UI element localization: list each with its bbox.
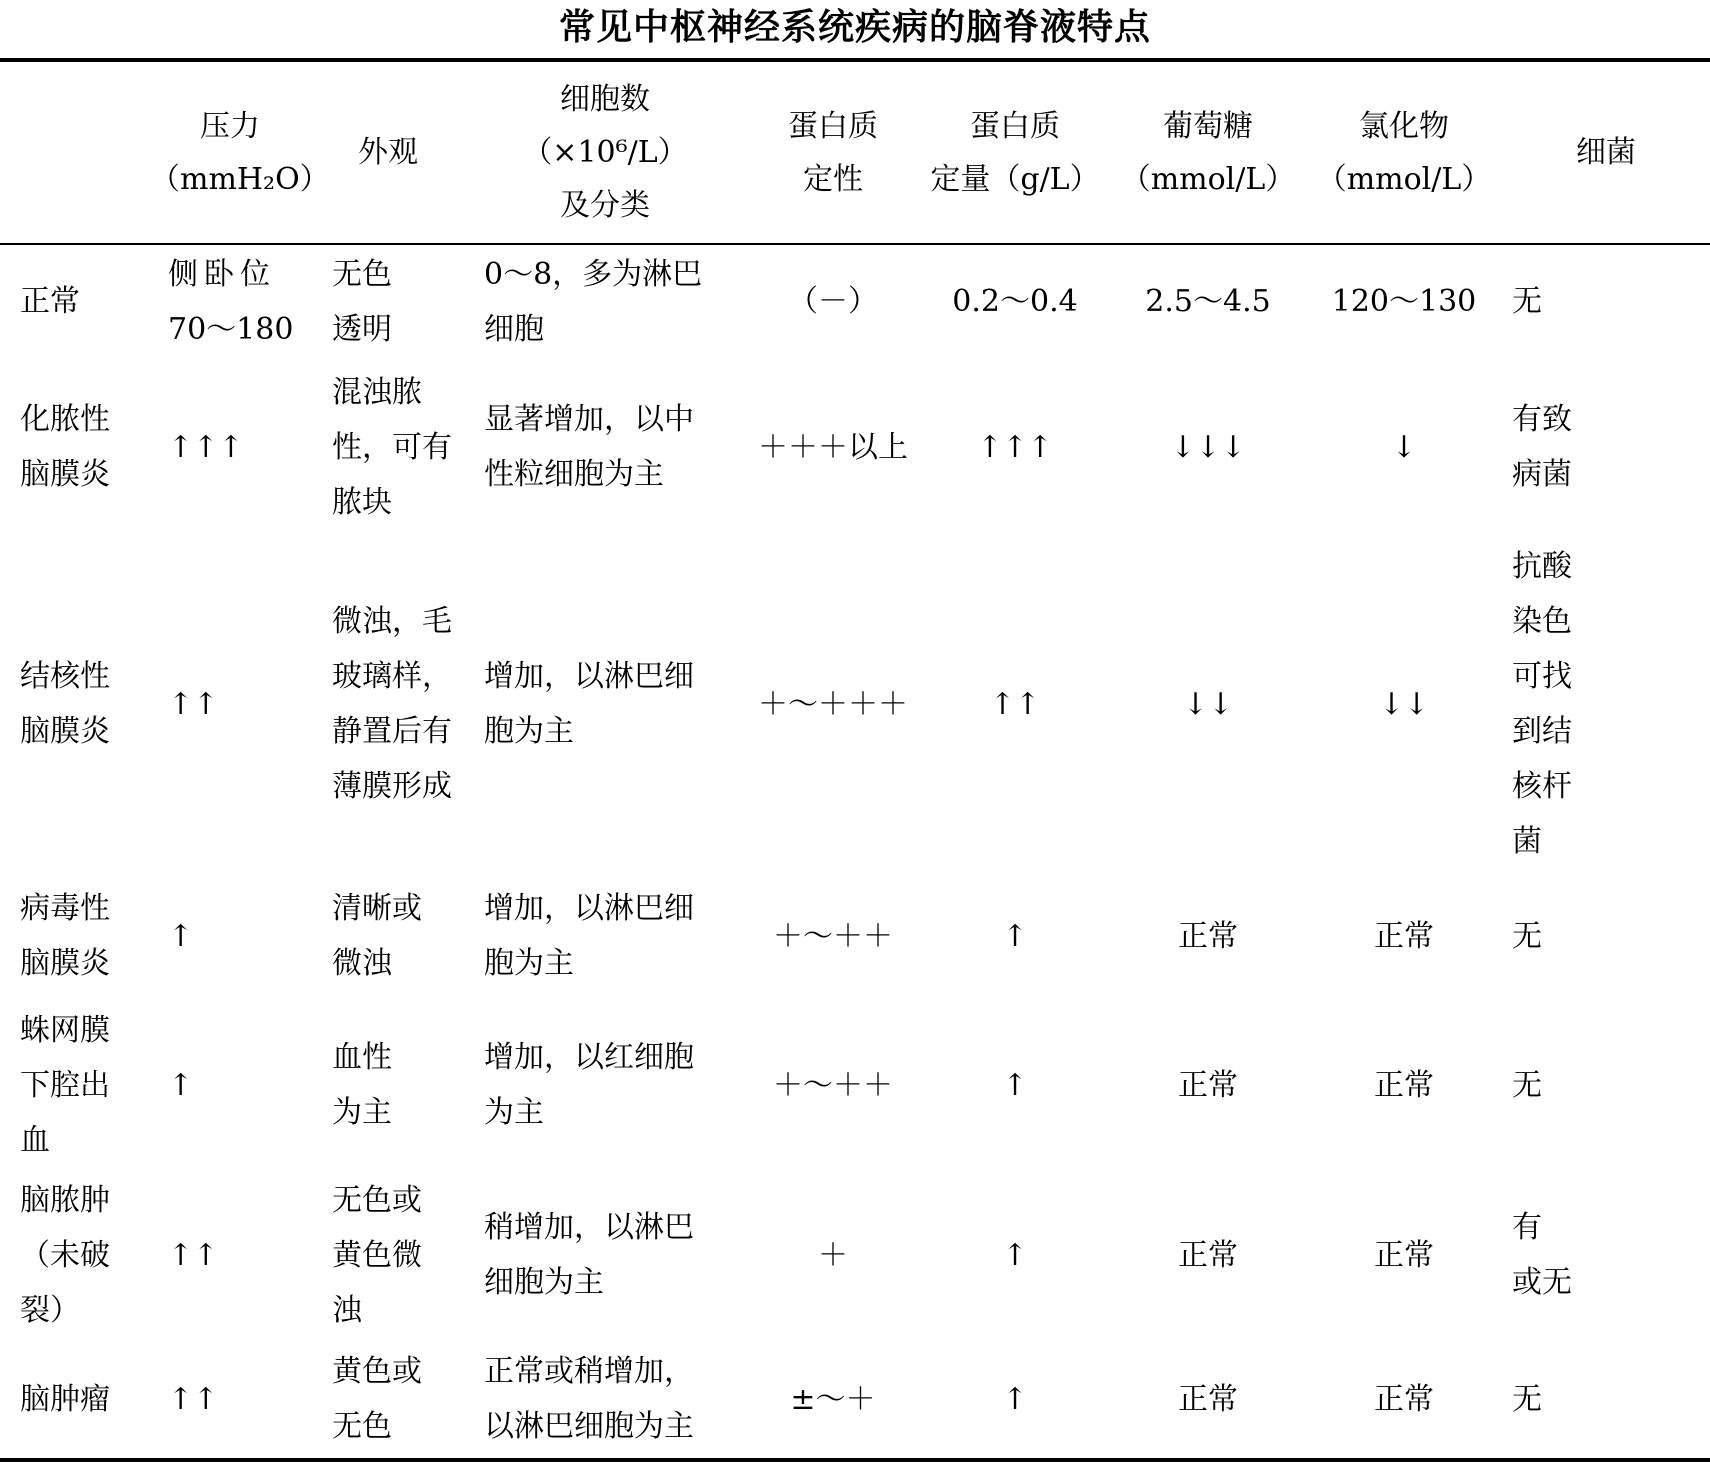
cell-protein-qual: ＋～＋＋ <box>773 918 893 954</box>
cell-text: 黄色微 <box>332 1237 422 1273</box>
cell-protein-quant: ↑ <box>1002 1067 1028 1103</box>
cell-disease <box>0 872 148 1000</box>
cell-chloride: 120～130 <box>1331 284 1477 319</box>
cell-protein-qual: （－） <box>788 284 878 319</box>
cell-text: 微浊，毛 <box>332 604 452 639</box>
cell-text: 显著增加，以中 <box>484 402 694 437</box>
cell-text: 静置后有 <box>332 714 452 749</box>
cell-text: 菌 <box>1512 824 1542 859</box>
cell-text: 病菌 <box>1512 457 1572 492</box>
cell-text: 抗酸 <box>1512 549 1572 584</box>
header-cells-line-2: （×10⁶/L） <box>522 135 688 170</box>
cell-protein-qual: ＋～＋＋＋ <box>758 686 908 722</box>
cell-text: 增加，以淋巴细 <box>484 891 694 926</box>
cell-glucose: 正常 <box>1110 1340 1306 1460</box>
cell-cells <box>464 1340 746 1460</box>
cell-text: 为主 <box>484 1095 544 1130</box>
header-chloride-line-2: （mmol/L） <box>1316 161 1492 197</box>
cell-text: 微浊 <box>332 946 392 981</box>
cell-text: 血 <box>20 1122 50 1158</box>
cell-text: 血性 <box>332 1040 392 1075</box>
cell-text: 正常或稍增加， <box>484 1354 694 1389</box>
cell-glucose: 正常 <box>1178 1067 1238 1103</box>
cell-text: ↑ <box>168 918 194 954</box>
cell-text: 无 <box>1512 1067 1542 1103</box>
cell-bacteria <box>1502 1000 1710 1170</box>
header-cells-line-3: 及分类 <box>560 188 650 223</box>
cell-text: 0～8，多为淋巴 <box>484 256 703 292</box>
cell-pressure <box>148 1340 312 1460</box>
table-body <box>0 244 1710 1460</box>
cell-text: 细胞为主 <box>484 1265 604 1300</box>
cell-text: 或无 <box>1512 1265 1572 1300</box>
cell-chloride: 正常 <box>1374 1237 1434 1273</box>
cell-disease <box>0 244 148 358</box>
header-glucose-line-1: 葡萄糖 <box>1163 108 1253 144</box>
header-protein-qual-line-2: 定性 <box>803 161 863 197</box>
cell-text: 无 <box>1512 284 1542 319</box>
cell-cells <box>464 358 746 536</box>
header-protein-quantitative <box>920 60 1110 244</box>
cell-pressure <box>148 872 312 1000</box>
cell-text: 染色 <box>1512 604 1572 639</box>
header-chloride <box>1306 60 1502 244</box>
header-appearance <box>312 60 464 244</box>
cell-protein-quant: 0.2～0.4 <box>952 284 1078 319</box>
cell-text: 脑膜炎 <box>20 714 110 749</box>
cell-text: 性，可有 <box>332 429 452 465</box>
cell-text: 胞为主 <box>484 714 574 749</box>
cell-text: 胞为主 <box>484 946 574 981</box>
cell-text: 脑膜炎 <box>20 457 110 492</box>
header-bacteria <box>1502 60 1710 244</box>
cell-cells <box>464 244 746 358</box>
cell-text: 侧卧位 <box>168 256 276 292</box>
table-row <box>0 1340 1710 1460</box>
header-pressure-line-1: 压力 <box>200 108 260 144</box>
cell-pressure <box>148 358 312 536</box>
header-pressure-line-2: （mmH₂O） <box>150 161 330 197</box>
cell-text: 有 <box>1512 1210 1542 1245</box>
cell-text: ↑↑ <box>168 686 219 722</box>
cell-text: 可找 <box>1512 659 1572 694</box>
cell-chloride: 正常 <box>1306 1340 1502 1460</box>
cell-appearance <box>312 358 464 536</box>
header-protein-quant-line-1: 蛋白质 <box>970 108 1060 144</box>
header-cells <box>464 60 746 244</box>
cell-glucose: ↓↓ <box>1182 686 1234 722</box>
cell-bacteria <box>1502 1340 1710 1460</box>
cell-chloride: ↓↓ <box>1378 686 1430 722</box>
header-protein-qual-line-1: 蛋白质 <box>788 108 878 144</box>
cell-bacteria <box>1502 1170 1710 1340</box>
cell-bacteria <box>1502 358 1710 536</box>
cell-text: 脑膜炎 <box>20 946 110 981</box>
cell-protein-qual: ±～＋ <box>746 1340 920 1460</box>
header-chloride-line-1: 氯化物 <box>1359 108 1449 144</box>
header-protein-quant-line-2: 定量（g/L） <box>930 161 1100 197</box>
header-glucose-line-2: （mmol/L） <box>1120 161 1296 197</box>
cell-glucose: 正常 <box>1178 1237 1238 1273</box>
cell-text: 无色或 <box>332 1182 422 1218</box>
cell-appearance <box>312 1170 464 1340</box>
cell-bacteria <box>1502 536 1710 872</box>
cell-text: 增加，以红细胞 <box>484 1040 694 1075</box>
cell-text: 无 <box>1512 918 1542 954</box>
table-row <box>0 872 1710 1000</box>
cell-disease <box>0 1340 148 1460</box>
cell-appearance <box>312 244 464 358</box>
cell-text: 稍增加，以淋巴 <box>484 1210 694 1245</box>
cell-text: 透明 <box>332 311 392 347</box>
header-row <box>0 60 1710 244</box>
header-appearance-line-1: 外观 <box>358 135 418 170</box>
cell-text: 化脓性 <box>20 402 110 437</box>
table-title: 常见中枢神经系统疾病的脑脊液特点 <box>558 7 1151 48</box>
cell-text: 性粒细胞为主 <box>484 457 664 492</box>
cell-text: 增加，以淋巴细 <box>484 659 694 694</box>
table-row <box>0 1170 1710 1340</box>
cell-cells <box>464 1170 746 1340</box>
cell-text: 黄色或 <box>332 1354 422 1389</box>
cell-appearance <box>312 1340 464 1460</box>
cell-text: 薄膜形成 <box>332 769 452 804</box>
header-cells-line-1: 细胞数 <box>560 82 650 117</box>
cell-text: 脓块 <box>332 484 392 520</box>
cell-text: 混浊脓 <box>332 374 422 410</box>
cell-text: ↑ <box>168 1067 194 1103</box>
cell-text: （未破 <box>20 1237 110 1273</box>
cell-text: 无色 <box>332 1409 392 1444</box>
cell-disease <box>0 1170 148 1340</box>
cell-text: 核杆 <box>1512 769 1572 804</box>
cell-disease <box>0 1000 148 1170</box>
header-protein-qualitative <box>746 60 920 244</box>
cell-text: 正常 <box>20 284 80 319</box>
cell-text: 无 <box>1512 1381 1542 1417</box>
cell-text: 蛛网膜 <box>20 1012 110 1048</box>
cell-protein-qual: ＋～＋＋ <box>773 1067 893 1103</box>
cell-text: 细胞 <box>484 311 544 347</box>
cell-chloride: ↓ <box>1391 429 1417 465</box>
cell-protein-quant: ↑ <box>1002 918 1028 954</box>
cell-text: 无色 <box>332 256 392 292</box>
cell-text: 到结 <box>1512 714 1572 749</box>
table-row <box>0 244 1710 358</box>
header-glucose <box>1110 60 1306 244</box>
cell-text: 以淋巴细胞为主 <box>484 1409 694 1444</box>
cell-appearance <box>312 872 464 1000</box>
cell-disease <box>0 358 148 536</box>
csf-characteristics-table <box>0 58 1710 1462</box>
cell-pressure <box>148 1170 312 1340</box>
cell-text: 病毒性 <box>20 891 110 926</box>
cell-text: ↑↑↑ <box>168 429 244 465</box>
cell-text: 有致 <box>1512 402 1572 437</box>
cell-appearance <box>312 1000 464 1170</box>
table-header <box>0 60 1710 244</box>
cell-cells <box>464 872 746 1000</box>
cell-text: ↑↑ <box>168 1381 219 1417</box>
cell-glucose: 正常 <box>1178 918 1238 954</box>
cell-pressure <box>148 1000 312 1170</box>
cell-glucose: 2.5～4.5 <box>1145 284 1271 319</box>
cell-chloride: 正常 <box>1374 1067 1434 1103</box>
cell-protein-qual: ＋ <box>818 1237 848 1273</box>
cell-text: 玻璃样， <box>332 659 452 694</box>
cell-text: 为主 <box>332 1095 392 1130</box>
table-row <box>0 536 1710 872</box>
cell-cells <box>464 536 746 872</box>
cell-text: 清晰或 <box>332 891 422 926</box>
header-disease <box>0 60 148 244</box>
cell-protein-qual: ＋＋＋以上 <box>758 429 908 465</box>
cell-text: 脑肿瘤 <box>20 1381 110 1417</box>
cell-text: 脑脓肿 <box>20 1182 110 1218</box>
cell-pressure <box>148 536 312 872</box>
header-pressure <box>148 60 330 244</box>
cell-protein-quant: ↑ <box>1002 1237 1028 1273</box>
cell-text: 70～180 <box>168 311 294 347</box>
cell-disease <box>0 536 148 872</box>
cell-text: 裂） <box>20 1292 80 1328</box>
table-row <box>0 358 1710 536</box>
cell-text: ↑↑ <box>168 1237 219 1273</box>
cell-bacteria <box>1502 244 1710 358</box>
table-row <box>0 1000 1710 1170</box>
cell-cells <box>464 1000 746 1170</box>
cell-text: 下腔出 <box>20 1067 110 1103</box>
cell-chloride: 正常 <box>1374 918 1434 954</box>
cell-protein-quant: ↑↑ <box>989 686 1041 722</box>
cell-appearance <box>312 536 464 872</box>
cell-protein-quant: ↑↑↑ <box>977 429 1053 465</box>
cell-bacteria <box>1502 872 1710 1000</box>
header-bacteria-line-1: 细菌 <box>1576 135 1636 170</box>
cell-pressure <box>148 244 312 358</box>
cell-text: 结核性 <box>20 659 110 694</box>
cell-protein-quant: ↑ <box>920 1340 1110 1460</box>
cell-glucose: ↓↓↓ <box>1170 429 1246 465</box>
cell-text: 浊 <box>332 1292 362 1328</box>
